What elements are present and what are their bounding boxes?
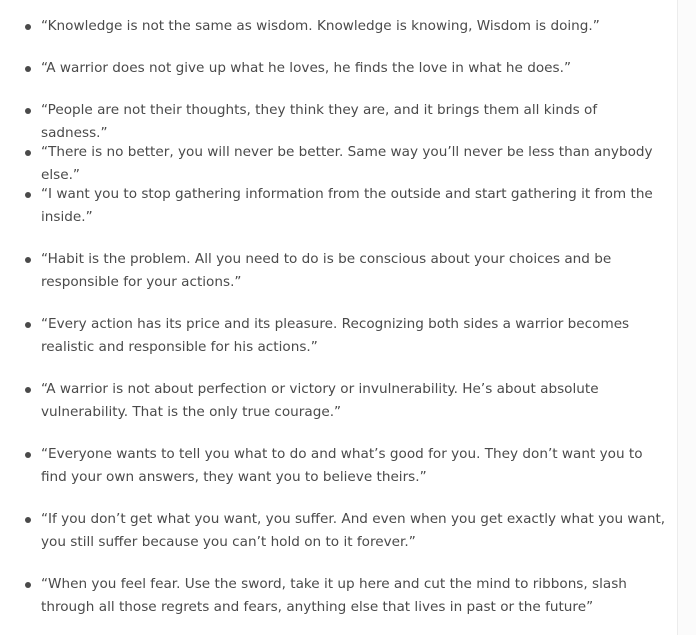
- quote-text: “People are not their thoughts, they think they are, and it brings them all kinds of sadness.”: [41, 102, 598, 141]
- bullet-icon: [25, 582, 31, 588]
- bullet-icon: [25, 452, 31, 458]
- quote-text: “Habit is the problem. All you need to do is be conscious about your choices and be responsible for your actions.”: [41, 251, 612, 290]
- quote-text: “Every action has its price and its pleasure. Recognizing both sides a warrior becomes realistic and responsible for his actions.”: [41, 316, 630, 355]
- quote-text: “A warrior is not about perfection or victory or invulnerability. He’s about absolute vulnerability. That is the only true courage.”: [41, 381, 599, 420]
- quote-text: “Everyone wants to tell you what to do and what’s good for you. They don’t want you to find your own answers, they want you to believe theirs.”: [41, 446, 643, 485]
- bullet-icon: [25, 66, 31, 72]
- quote-text: “When you feel fear. Use the sword, take it up here and cut the mind to ribbons, slash through all those regrets and fears, anything else that lives in past or the future”: [41, 576, 627, 615]
- bullet-icon: [25, 24, 31, 30]
- bullet-icon: [25, 517, 31, 523]
- quote-text: “If you don’t get what you want, you suffer. And even when you get exactly what you want, you still suffer because you can’t hold on to it forever.”: [41, 511, 666, 550]
- bullet-icon: [25, 150, 31, 156]
- bullet-icon: [25, 387, 31, 393]
- page-edge: [677, 0, 696, 635]
- quote-text: “I want you to stop gathering information from the outside and start gathering it from the inside.”: [41, 186, 653, 225]
- bullet-icon: [25, 322, 31, 328]
- bullet-icon: [25, 257, 31, 263]
- quote-text: “Knowledge is not the same as wisdom. Knowledge is knowing, Wisdom is doing.”: [41, 18, 600, 34]
- bullet-icon: [25, 108, 31, 114]
- quote-text: “A warrior does not give up what he loves, he finds the love in what he does.”: [41, 60, 571, 76]
- bullet-icon: [25, 192, 31, 198]
- quote-text: “There is no better, you will never be better. Same way you’ll never be less than anybody else.”: [41, 144, 653, 183]
